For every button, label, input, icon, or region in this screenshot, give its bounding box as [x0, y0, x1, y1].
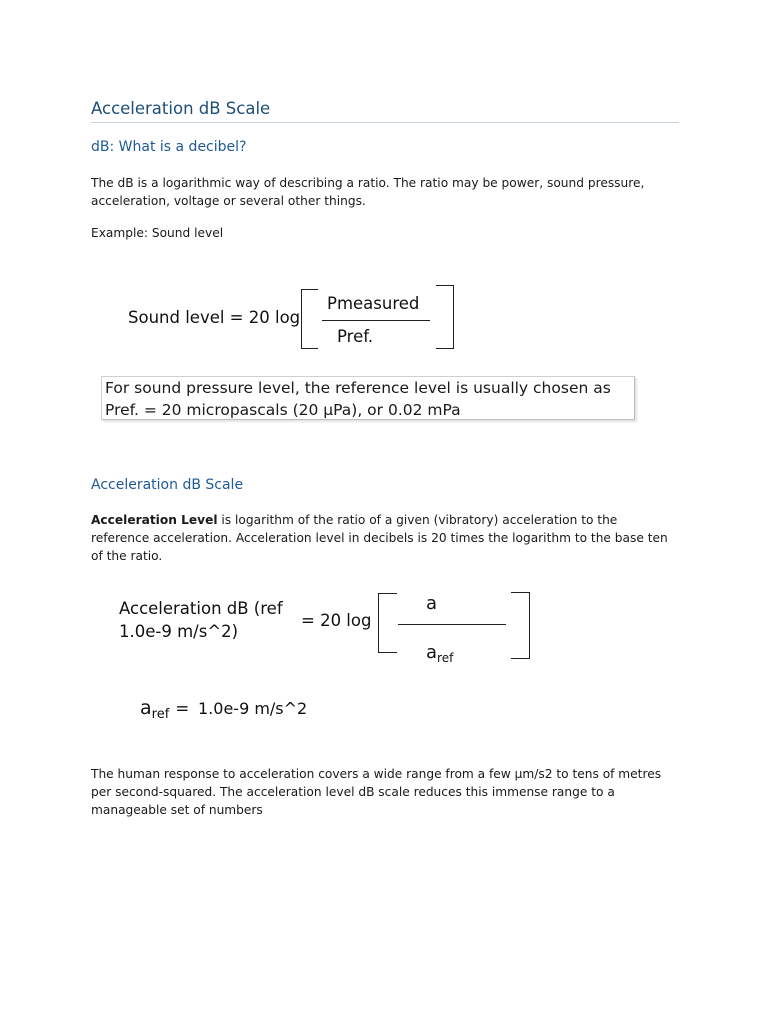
note-line-2: Pref. = 20 micropascals (20 μPa), or 0.02 mPa	[105, 401, 461, 419]
title-divider	[91, 122, 679, 123]
aref-definition	[140, 697, 189, 722]
aref-subscript: ref	[151, 707, 170, 722]
acceleration-paragraph-line-1	[91, 511, 617, 529]
acceleration-paragraph-line-1-rest: is logarithm of the ratio of a given (vibratory) acceleration to the	[217, 513, 618, 527]
left-bracket	[378, 593, 397, 653]
note-line-1: For sound pressure level, the reference level is usually chosen as	[105, 379, 611, 397]
closing-paragraph-line-2: per second-squared. The acceleration level dB scale reduces this immense range to a	[91, 785, 615, 799]
acceleration-paragraph-line-2: reference acceleration. Acceleration level in decibels is 20 times the logarithm to the base ten	[91, 531, 668, 545]
acceleration-formula-lhs-line-1: Acceleration dB (ref	[119, 599, 283, 618]
acceleration-paragraph-line-3: of the ratio.	[91, 549, 163, 563]
reference-level-note	[101, 376, 635, 420]
acceleration-numerator: a	[426, 593, 438, 614]
decibel-paragraph-line-1: The dB is a logarithmic way of describing a ratio. The ratio may be power, sound pressure,	[91, 176, 645, 190]
right-bracket	[436, 285, 454, 349]
left-bracket	[301, 289, 318, 349]
page-title: Acceleration dB Scale	[91, 99, 271, 118]
closing-paragraph-line-1: The human response to acceleration covers a wide range from a few μm/s2 to tens of metres	[91, 767, 662, 781]
section-heading-acceleration: Acceleration dB Scale	[91, 477, 244, 493]
section-heading-decibel: dB: What is a decibel?	[91, 139, 247, 155]
sound-level-formula-lhs: Sound level = 20 log	[128, 308, 301, 327]
denominator-base: a	[426, 642, 438, 663]
sound-level-numerator: Pmeasured	[327, 294, 420, 313]
acceleration-denominator	[426, 642, 453, 665]
acceleration-formula-eq: = 20 log	[301, 611, 372, 630]
aref-equals: =	[175, 699, 190, 718]
aref-value: 1.0e-9 m/s^2	[198, 699, 308, 718]
fraction-bar	[322, 320, 430, 321]
decibel-paragraph-line-2: acceleration, voltage or several other things.	[91, 194, 366, 208]
denominator-subscript: ref	[437, 651, 454, 665]
example-label: Example: Sound level	[91, 226, 224, 240]
closing-paragraph-line-3: manageable set of numbers	[91, 803, 263, 817]
fraction-bar	[398, 624, 506, 625]
aref-base: a	[140, 697, 152, 719]
sound-level-denominator: Pref.	[337, 327, 374, 346]
acceleration-level-term: Acceleration Level	[91, 513, 218, 527]
right-bracket	[511, 592, 530, 659]
acceleration-formula-lhs-line-2: 1.0e-9 m/s^2)	[119, 622, 239, 641]
